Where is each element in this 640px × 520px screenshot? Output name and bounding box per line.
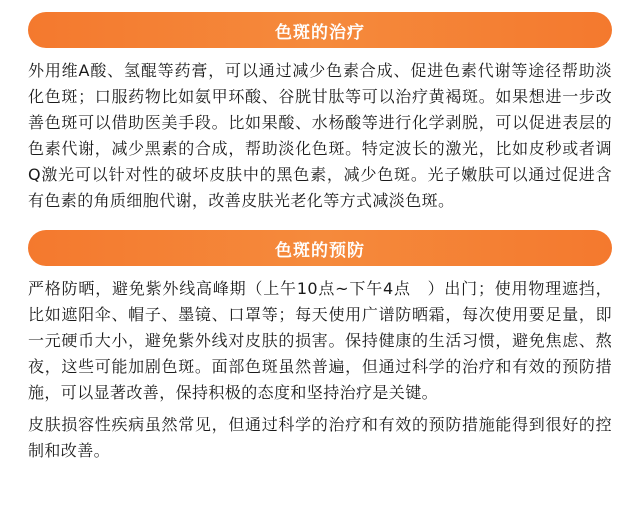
treatment-paragraph: 外用维A酸、氢醌等药膏，可以通过减少色素合成、促进色素代谢等途径帮助淡化色斑；口服药物比如氨甲环酸、谷胱甘肽等可以治疗黄褐斑。如果想进一步改善色斑可以借助医美手段。比如果酸、水杨酸等进行化学剥脱，可以促进表层的色素代谢，减少黑素的合成，帮助淡化色斑。特定波长的激光，比如皮秒或者调Q激光可以针对性的破坏皮肤中的黑色素，减少色斑。光子嫩肤可以通过促进含有色素的角质细胞代谢，改善皮肤光老化等方式减淡色斑。 <box>28 61 612 210</box>
prevention-paragraph: 严格防晒，避免紫外线高峰期（上午10点~下午4点 ）出门；使用物理遮挡，比如遮阳伞、帽子、墨镜、口罩等；每天使用广谱防晒霜，每次使用要足量，即一元硬币大小，避免紫外线对皮肤的损害。保持健康的生活习惯，避免焦虑、熬夜，这些可能加剧色斑。面部色斑虽然普遍，但通过科学的治疗和有效的预防措施，可以显著改善，保持积极的态度和坚持治疗是关键。 <box>28 279 612 402</box>
section-header-prevention <box>28 230 612 266</box>
section-title-prevention: 色斑的预防 <box>275 240 365 261</box>
section-title-treatment: 色斑的治疗 <box>275 22 365 43</box>
conclusion-paragraph: 皮肤损容性疾病虽然常见，但通过科学的治疗和有效的预防措施能得到很好的控制和改善。 <box>28 415 612 460</box>
section-header-treatment <box>28 12 612 48</box>
